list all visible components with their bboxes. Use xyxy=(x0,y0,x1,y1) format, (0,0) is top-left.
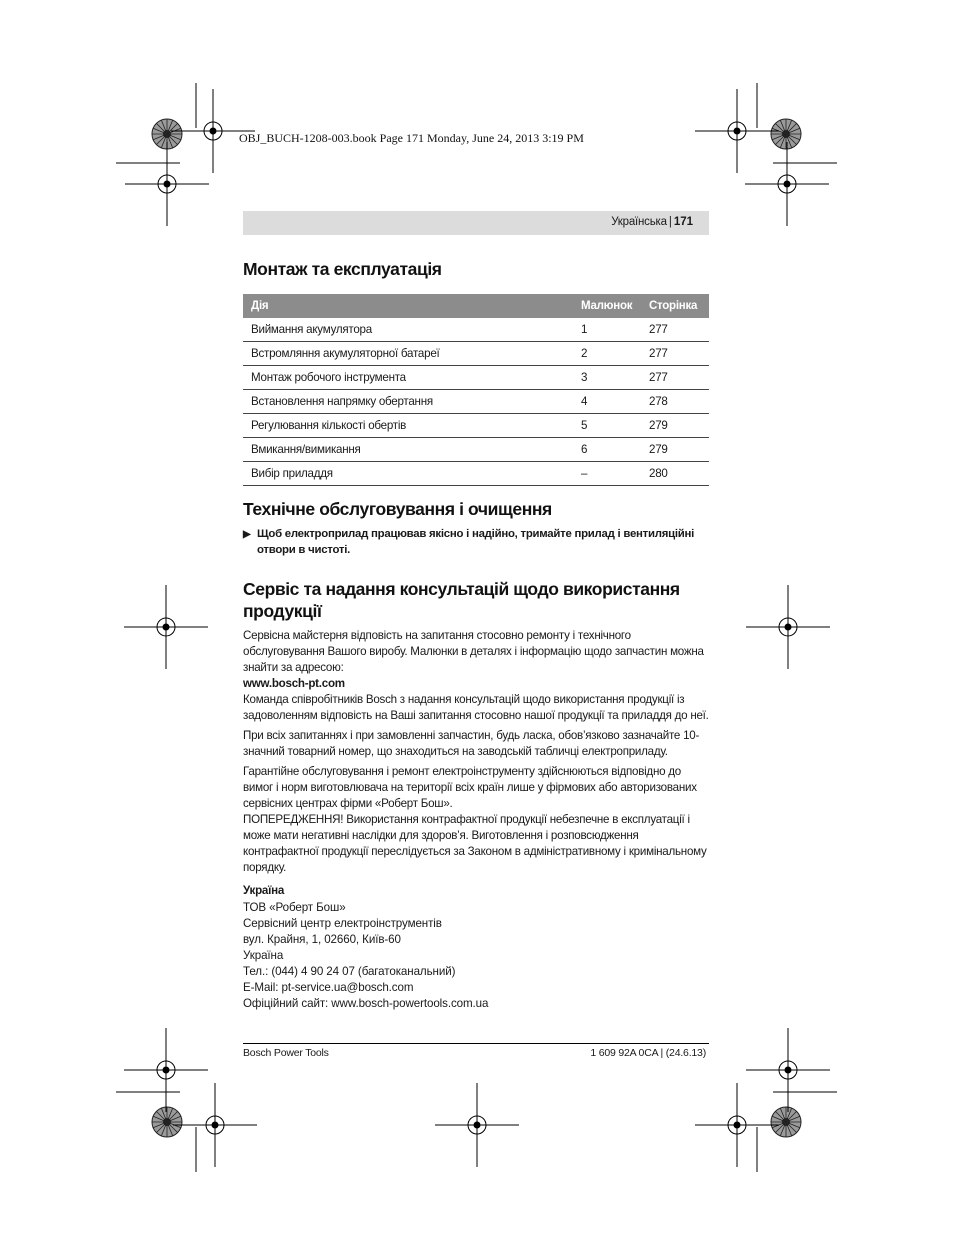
assembly-table xyxy=(243,294,709,486)
table-cell-action: Виймання акумулятора xyxy=(243,318,573,342)
table-cell-figure: 6 xyxy=(573,438,641,462)
address-line: ТОВ «Роберт Бош» xyxy=(243,901,346,914)
table-cell-page: 279 xyxy=(641,414,709,438)
table-cell-figure: 4 xyxy=(573,390,641,414)
table-header-figure: Малюнок xyxy=(573,294,641,318)
address-line: Україна xyxy=(243,949,284,962)
table-row xyxy=(243,318,709,342)
table-header-row xyxy=(243,294,709,318)
country-heading: Україна xyxy=(243,884,285,897)
table-row xyxy=(243,438,709,462)
header-language: Українська xyxy=(611,216,667,228)
page-number: 171 xyxy=(673,216,693,228)
table-header-action: Дія xyxy=(243,294,573,318)
print-slug-line: OBJ_BUCH-1208-003.book Page 171 Monday, June 24, 2013 3:19 PM xyxy=(239,131,584,145)
section-title-service: Сервіс та надання консультацій щодо використання продукції xyxy=(243,579,680,621)
table-cell-action: Монтаж робочого інструмента xyxy=(243,366,573,390)
table-row xyxy=(243,462,709,486)
table-row xyxy=(243,414,709,438)
table-cell-page: 279 xyxy=(641,438,709,462)
table-cell-action: Регулювання кількості обертів xyxy=(243,414,573,438)
table-cell-page: 280 xyxy=(641,462,709,486)
table-row xyxy=(243,366,709,390)
table-cell-action: Вибір приладдя xyxy=(243,462,573,486)
service-paragraph: Команда співробітників Bosch з надання консультацій щодо використання продукції із задоволенням відповість на Ваші запитання стосовно нашої продукції та приладдя до неї. xyxy=(243,693,709,722)
address-line: Тел.: (044) 4 90 24 07 (багатоканальний) xyxy=(243,965,456,978)
table-cell-figure: 5 xyxy=(573,414,641,438)
service-address xyxy=(243,900,709,1012)
warning-paragraph: ПОПЕРЕДЖЕННЯ! Використання контрафактної продукції небезпечне в експлуатації і може мати негативні наслідки для здоров’я. Виготовлення і розповсюдження контрафактної продукції переслідується за Законом в адміністративному і кримінальному порядку. xyxy=(243,813,707,874)
maintenance-bullet-text: Щоб електроприлад працював якісно і надійно, тримайте прилад і вентиляційні отвори в чистоті. xyxy=(257,528,695,556)
table-header-page: Сторінка xyxy=(641,294,709,318)
footer-rule xyxy=(243,1043,709,1044)
page-content xyxy=(243,258,709,1012)
address-line: вул. Крайня, 1, 02660, Київ-60 xyxy=(243,933,401,946)
triangle-bullet-icon: ▶ xyxy=(243,529,251,540)
address-line: E-Mail: pt-service.ua@bosch.com xyxy=(243,981,414,994)
table-cell-page: 277 xyxy=(641,366,709,390)
service-paragraph: При всіх запитаннях і при замовленні запчастин, будь ласка, обов’язково зазначайте 10-значний товарний номер, що знаходиться на заводській табличці електроприладу. xyxy=(243,729,700,758)
section-title-maintenance: Технічне обслуговування і очищення xyxy=(243,499,552,519)
header-separator: | xyxy=(668,216,672,228)
table-cell-figure: – xyxy=(573,462,641,486)
table-row xyxy=(243,390,709,414)
maintenance-bullet xyxy=(243,526,709,558)
section-title-assembly: Монтаж та експлуатація xyxy=(243,259,442,279)
address-line: Сервісний центр електроінструментів xyxy=(243,917,442,930)
table-cell-page: 277 xyxy=(641,318,709,342)
table-cell-page: 278 xyxy=(641,390,709,414)
service-paragraph: Гарантійне обслуговування і ремонт електроінструменту здійснюються відповідно до вимог і норм виготовлювача на території всіх країн лише у фірмових або авторизованих сервісних центрах фірми «Роберт Бош». xyxy=(243,765,697,810)
table-cell-page: 277 xyxy=(641,342,709,366)
table-cell-action: Вмикання/вимикання xyxy=(243,438,573,462)
footer-left: Bosch Power Tools xyxy=(243,1047,329,1059)
table-row xyxy=(243,342,709,366)
table-cell-figure: 1 xyxy=(573,318,641,342)
table-cell-action: Встановлення напрямку обертання xyxy=(243,390,573,414)
footer-right: 1 609 92A 0CA | (24.6.13) xyxy=(590,1047,706,1059)
service-paragraph: Сервісна майстерня відповість на запитання стосовно ремонту і технічного обслуговування Вашого виробу. Малюнки в деталях і інформацію щодо запчастин можна знайти за адресою: xyxy=(243,629,704,674)
service-url: www.bosch-pt.com xyxy=(243,677,345,690)
table-cell-figure: 2 xyxy=(573,342,641,366)
table-cell-action: Встромляння акумуляторної батареї xyxy=(243,342,573,366)
table-cell-figure: 3 xyxy=(573,366,641,390)
running-header xyxy=(243,211,709,235)
address-line: Офіційний сайт: www.bosch-powertools.com.ua xyxy=(243,997,489,1010)
